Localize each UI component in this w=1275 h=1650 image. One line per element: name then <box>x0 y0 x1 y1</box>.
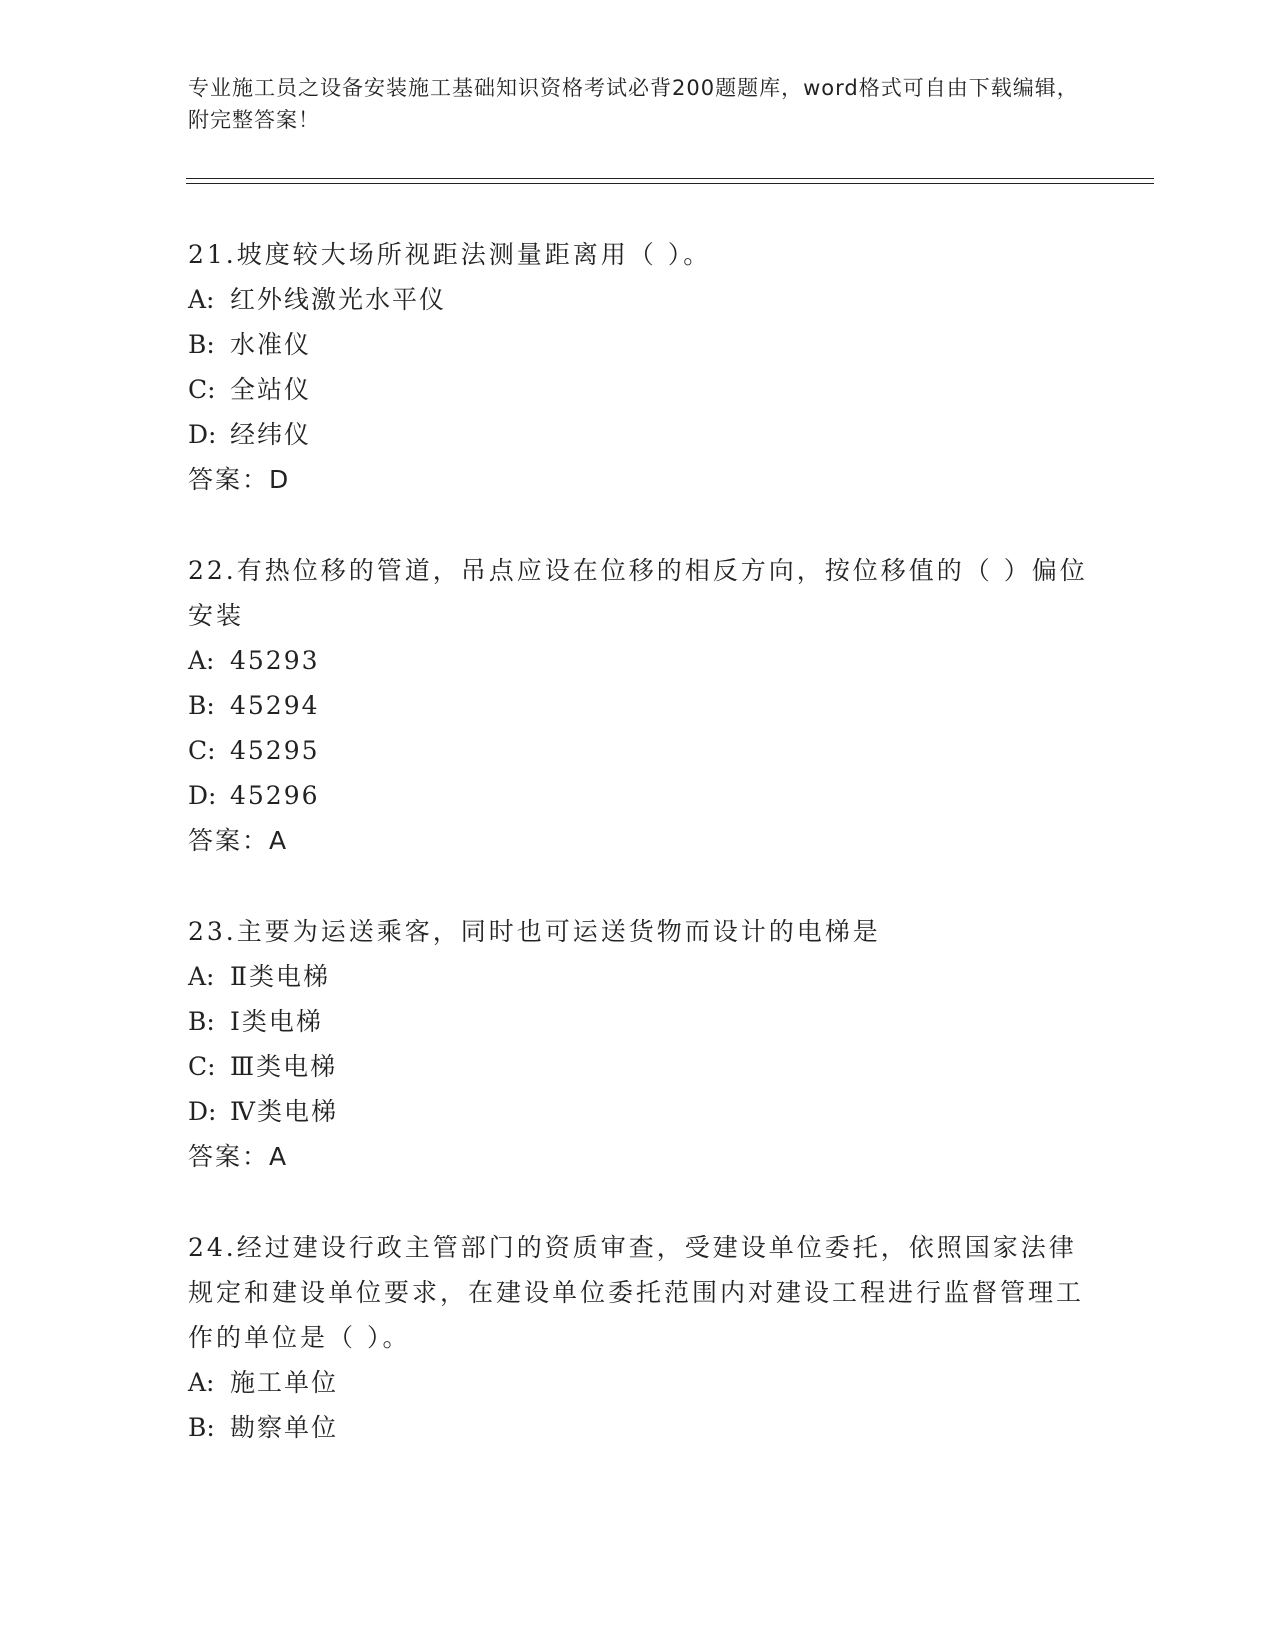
option-a <box>188 1360 1088 1405</box>
question-stem: 22.有热位移的管道，吊点应设在位移的相反方向，按位移值的（ ）偏位安装 <box>188 556 1088 630</box>
option-text: 全站仪 <box>230 375 312 404</box>
option-text: Ⅳ类电梯 <box>230 1097 338 1126</box>
option-text: 45296 <box>230 781 320 810</box>
option-text: 经纬仪 <box>230 420 312 449</box>
option-b <box>188 999 1088 1044</box>
option-key: D: <box>188 1097 217 1126</box>
option-b <box>188 322 1088 367</box>
option-key: B: <box>188 330 215 359</box>
option-text: Ⅲ类电梯 <box>230 1052 338 1081</box>
option-d <box>188 1089 1088 1134</box>
option-text: Ⅰ类电梯 <box>230 1007 323 1036</box>
option-text: 45295 <box>230 736 320 765</box>
option-text: Ⅱ类电梯 <box>230 962 330 991</box>
option-key: A: <box>188 285 215 314</box>
answer-line: 答案：A <box>188 1142 289 1171</box>
option-text: 45293 <box>230 646 320 675</box>
page-header: 专业施工员之设备安装施工基础知识资格考试必背200题题库，word格式可自由下载编辑，附完整答案！ <box>188 76 1079 132</box>
option-key: C: <box>188 736 216 765</box>
option-key: A: <box>188 646 215 675</box>
option-b <box>188 683 1088 728</box>
option-d <box>188 412 1088 457</box>
question-24 <box>188 1225 1088 1450</box>
option-a <box>188 638 1088 683</box>
option-text: 水准仪 <box>230 330 312 359</box>
option-key: B: <box>188 1413 215 1442</box>
option-key: A: <box>188 962 215 991</box>
question-stem: 21.坡度较大场所视距法测量距离用（ ）。 <box>188 240 712 269</box>
question-stem: 23.主要为运送乘客，同时也可运送货物而设计的电梯是 <box>188 917 881 946</box>
option-text: 45294 <box>230 691 320 720</box>
option-d <box>188 773 1088 818</box>
option-c <box>188 1044 1088 1089</box>
option-key: B: <box>188 691 215 720</box>
option-key: C: <box>188 1052 216 1081</box>
option-a <box>188 277 1088 322</box>
option-key: C: <box>188 375 216 404</box>
option-key: D: <box>188 781 217 810</box>
option-a <box>188 954 1088 999</box>
question-22 <box>188 548 1088 863</box>
question-stem: 24.经过建设行政主管部门的资质审查，受建设单位委托，依照国家法律规定和建设单位要求，在建设单位委托范围内对建设工程进行监督管理工作的单位是（ ）。 <box>188 1233 1085 1352</box>
option-text: 施工单位 <box>230 1368 339 1397</box>
option-text: 红外线激光水平仪 <box>230 285 447 314</box>
option-c <box>188 367 1088 412</box>
option-key: B: <box>188 1007 215 1036</box>
answer-line: 答案：A <box>188 826 289 855</box>
question-21 <box>188 232 1088 502</box>
option-key: D: <box>188 420 217 449</box>
question-list <box>188 232 1088 1496</box>
question-23 <box>188 909 1088 1179</box>
header-divider <box>186 178 1154 184</box>
option-b <box>188 1405 1088 1450</box>
option-c <box>188 728 1088 773</box>
option-text: 勘察单位 <box>230 1413 339 1442</box>
option-key: A: <box>188 1368 215 1397</box>
answer-line: 答案：D <box>188 465 291 494</box>
